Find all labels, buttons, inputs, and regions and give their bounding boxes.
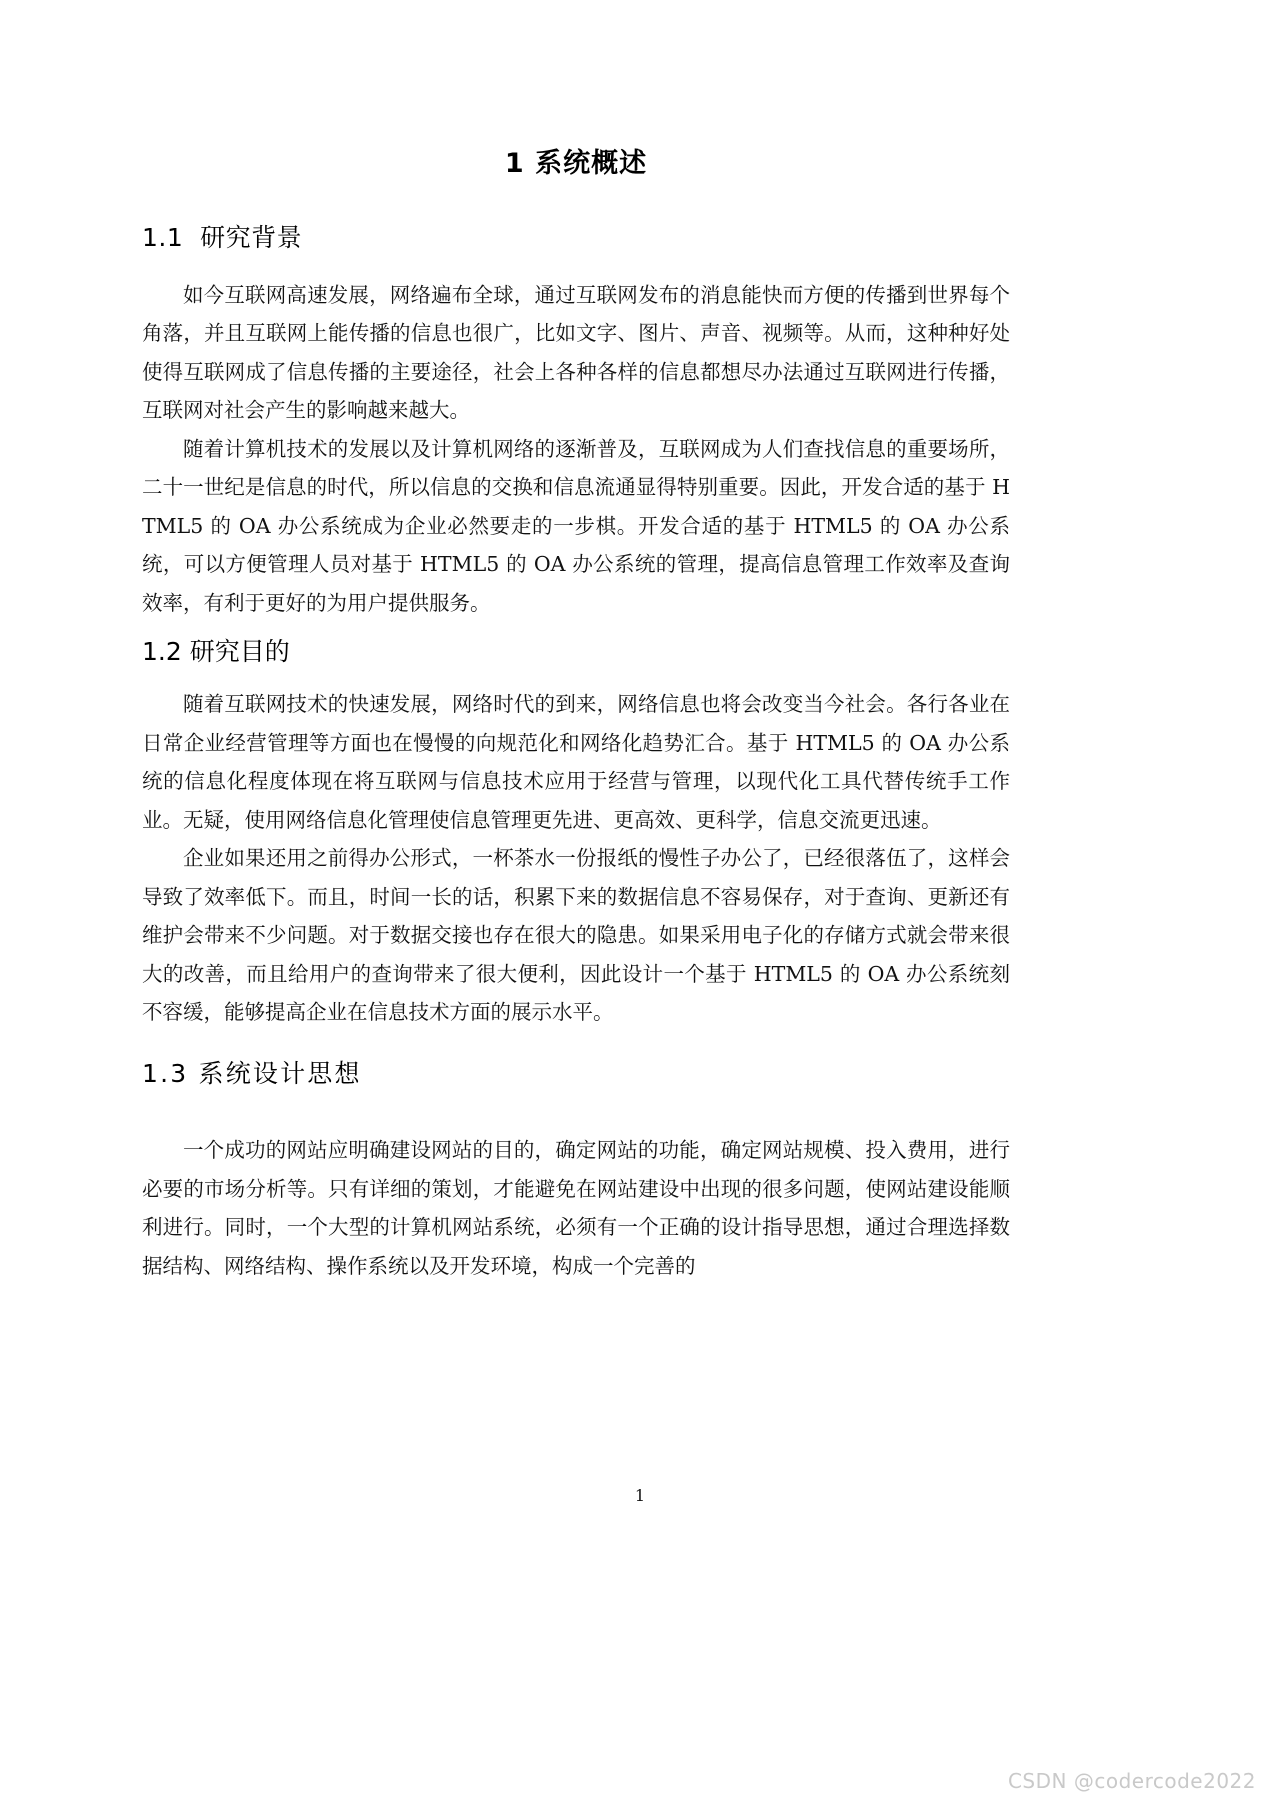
- paragraph-1-3-1: 一个成功的网站应明确建设网站的目的，确定网站的功能，确定网站规模、投入费用，进行必要的市场分析等。只有详细的策划，才能避免在网站建设中出现的很多问题，使网站建设能顺利进行。同时，一个大型的计算机网站系统，必须有一个正确的设计指导思想，通过合理选择数据结构、网络结构、操作系统以及开发环境，构成一个完善的: [142, 1138, 1010, 1278]
- section-heading-1-2: 1.2 研究目的: [142, 637, 290, 667]
- paragraph-1-2-1: 随着互联网技术的快速发展，网络时代的到来，网络信息也将会改变当今社会。各行各业在日常企业经营管理等方面也在慢慢的向规范化和网络化趋势汇合。基于 HTML5 的 OA 办公系统的信息化程度体现在将互联网与信息技术应用于经营与管理，以现代化工具代替传统手工作业。无疑，使用网络信息化管理使信息管理更先进、更高效、更科学，信息交流更迅速。: [142, 692, 1010, 832]
- paragraph-1-1-2: 随着计算机技术的发展以及计算机网络的逐渐普及，互联网成为人们查找信息的重要场所，二十一世纪是信息的时代，所以信息的交换和信息流通显得特别重要。因此，开发合适的基于 HTML5 的 OA 办公系统成为企业必然要走的一步棋。开发合适的基于 HTML5 的 OA 办公系统，可以方便管理人员对基于 HTML5 的 OA 办公系统的管理，提高信息管理工作效率及查询效率，有利于更好的为用户提供服务。: [142, 436, 1010, 615]
- page-content: [142, 0, 1010, 1285]
- page-number: 1: [634, 1486, 646, 1505]
- paragraph-1-2-2: 企业如果还用之前得办公形式，一杯茶水一份报纸的慢性子办公了，已经很落伍了，这样会导致了效率低下。而且，时间一长的话，积累下来的数据信息不容易保存，对于查询、更新还有维护会带来不少问题。对于数据交接也存在很大的隐患。如果采用电子化的存储方式就会带来很大的改善，而且给用户的查询带来了很大便利，因此设计一个基于 HTML5 的 OA 办公系统刻不容缓，能够提高企业在信息技术方面的展示水平。: [142, 846, 1010, 1025]
- csdn-watermark: CSDN @codercode2022: [1007, 1769, 1256, 1793]
- section-heading-1-1: 1.1 研究背景: [142, 223, 303, 253]
- section-heading-1-3: 1.3 系统设计思想: [142, 1058, 362, 1088]
- paragraph-1-1-1: 如今互联网高速发展，网络遍布全球，通过互联网发布的消息能快而方便的传播到世界每个角落，并且互联网上能传播的信息也很广，比如文字、图片、声音、视频等。从而，这种种好处使得互联网成了信息传播的主要途径，社会上各种各样的信息都想尽办法通过互联网进行传播，互联网对社会产生的影响越来越大。: [142, 282, 1010, 423]
- page-title: 1 系统概述: [504, 148, 648, 179]
